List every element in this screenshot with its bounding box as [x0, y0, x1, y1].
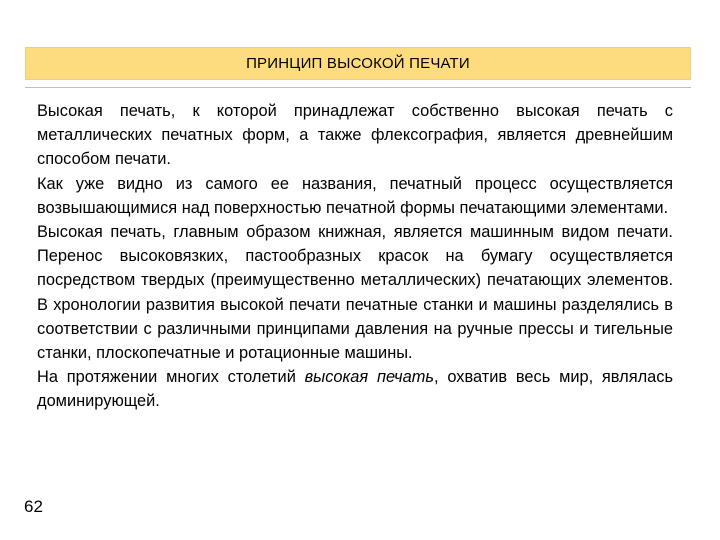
paragraph-4: [37, 365, 673, 413]
paragraph-3: Высокая печать, главным образом книжная, является машинным видом печати. Перенос высоковязких, пастообразных красок на бумагу осуществляется посредством твердых (преимущественно металлических) печатающих элементов. В хронологии развития высокой печати печатные станки и машины разделялись в соответствии с различными принципами давления на ручные прессы и тигельные станки, плоскопечатные и ротационные машины.: [37, 223, 673, 363]
divider: [25, 87, 691, 88]
title-bar: [25, 47, 691, 80]
paragraph-4-start: На протяжении многих столетий: [37, 368, 305, 387]
paragraph-4-emphasis: высокая печать: [304, 368, 435, 387]
paragraph-2: Как уже видно из самого ее названия, печатный процесс осуществляется возвышающимися над поверхностью печатной формы печатающими элементами.: [37, 174, 673, 217]
body-text: [37, 99, 673, 414]
paragraph-4-end: , охватив весь мир, являлась доминирующей.: [37, 368, 673, 411]
page-number: 62: [24, 497, 43, 516]
paragraph-1: Высокая печать, к которой принадлежат собственно высокая печать с металлических печатных форм, а также флексография, является древнейшим способом печати.: [37, 102, 673, 169]
page-title: ПРИНЦИП ВЫСОКОЙ ПЕЧАТИ: [246, 55, 470, 72]
